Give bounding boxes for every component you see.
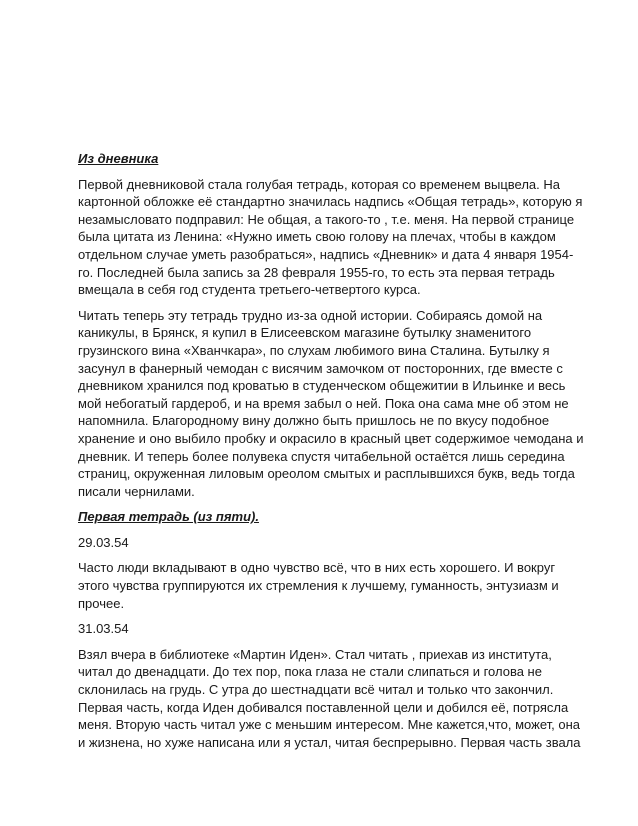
text-line: го. Последней была запись за 28 февраля 1955-го, то есть эта первая тетрадь <box>78 264 555 280</box>
text-line: этого чувства группируются их стремления к лучшему, гуманность, энтузиазм и <box>78 578 559 594</box>
text-line: грузинского вина «Хванчкара», по слухам любимого вина Сталина. Бутылку я <box>78 342 550 358</box>
text-line: дневником хранился под кроватью в студенческом общежитии в Ильинке и весь <box>78 378 566 394</box>
text-line: мой небогатый гардероб, и на время забыл о ней. Пока она сама мне об этом не <box>78 395 569 411</box>
text-line: хранение и оно выбило пробку и окрасило в красный цвет содержимое чемодана и <box>78 430 584 446</box>
text-line: Читать теперь эту тетрадь трудно из-за одной истории. Собираясь домой на <box>78 307 543 323</box>
text-line: напомнила. Благородному вину должно быть пришлось не по вкусу подобное <box>78 413 550 429</box>
entry-text <box>78 646 581 752</box>
text-line: страниц, окруженная лиловым ореолом смытых и расплывшихся букв, ведь тогда <box>78 466 575 482</box>
text-line: была цитата из Ленина: «Нужно иметь свою голову на плечах, чтобы в каждом <box>78 229 556 245</box>
text-line: склонилась на грудь. С утра до шестнадцати всё читал и только что закончил. <box>78 682 554 698</box>
text-line: меня. Вторую часть читал уже с меньшим интересом. Мне кажется,что, может, она <box>78 717 581 733</box>
text-line: прочее. <box>78 595 125 611</box>
text-line: писали чернилами. <box>78 483 195 499</box>
paragraph-first-notebook <box>78 176 583 299</box>
text-line: вмещала в себя год студента третьего-четвертого курса. <box>78 282 421 298</box>
text-line: картонной обложке её стандартно значилась надпись «Общая тетрадь», которую я <box>78 194 583 210</box>
text-line: читал до двенадцати. До тех пор, пока глаза не стали слипаться и голова не <box>78 664 542 680</box>
text-line: Первой дневниковой стала голубая тетрадь, которая со временем выцвела. На <box>78 176 560 192</box>
text-line: каникулы, в Брянск, я купил в Елисеевском магазине бутылку знаменитого <box>78 325 532 341</box>
text-line: Часто люди вкладывают в одно чувство всё, что в них есть хорошего. И вокруг <box>78 560 556 576</box>
first-notebook-heading: Первая тетрадь (из пяти). <box>78 509 259 525</box>
paragraph-wine-story <box>78 307 584 501</box>
text-line: Взял вчера в библиотеке «Мартин Иден». Стал читать , приехав из института, <box>78 646 552 662</box>
entry-text <box>78 559 568 612</box>
entry-date: 31.03.54 <box>78 621 129 637</box>
entry-date: 29.03.54 <box>78 534 129 550</box>
diary-heading: Из дневника <box>78 151 159 166</box>
text-line: незамысловато подправил: Не общая, а такого-то , т.е. меня. На первой странице <box>78 211 575 227</box>
text-line: отдельном случае уметь разобраться», надпись «Дневник» и дата 4 января 1954- <box>78 246 574 262</box>
text-line: Первая часть, когда Иден добивался поставленной цели и добился её, потрясла <box>78 699 569 715</box>
document-page <box>78 150 584 759</box>
text-line: дневник. И теперь более полувека спустя читабельной остаётся лишь середина <box>78 448 565 464</box>
text-line: засунул в фанерный чемодан с висячим замочком от посторонних, где вместе с <box>78 360 563 376</box>
text-line: и жизнена, но хуже написана или я устал, читая беспрерывно. Первая часть звала <box>78 734 581 750</box>
